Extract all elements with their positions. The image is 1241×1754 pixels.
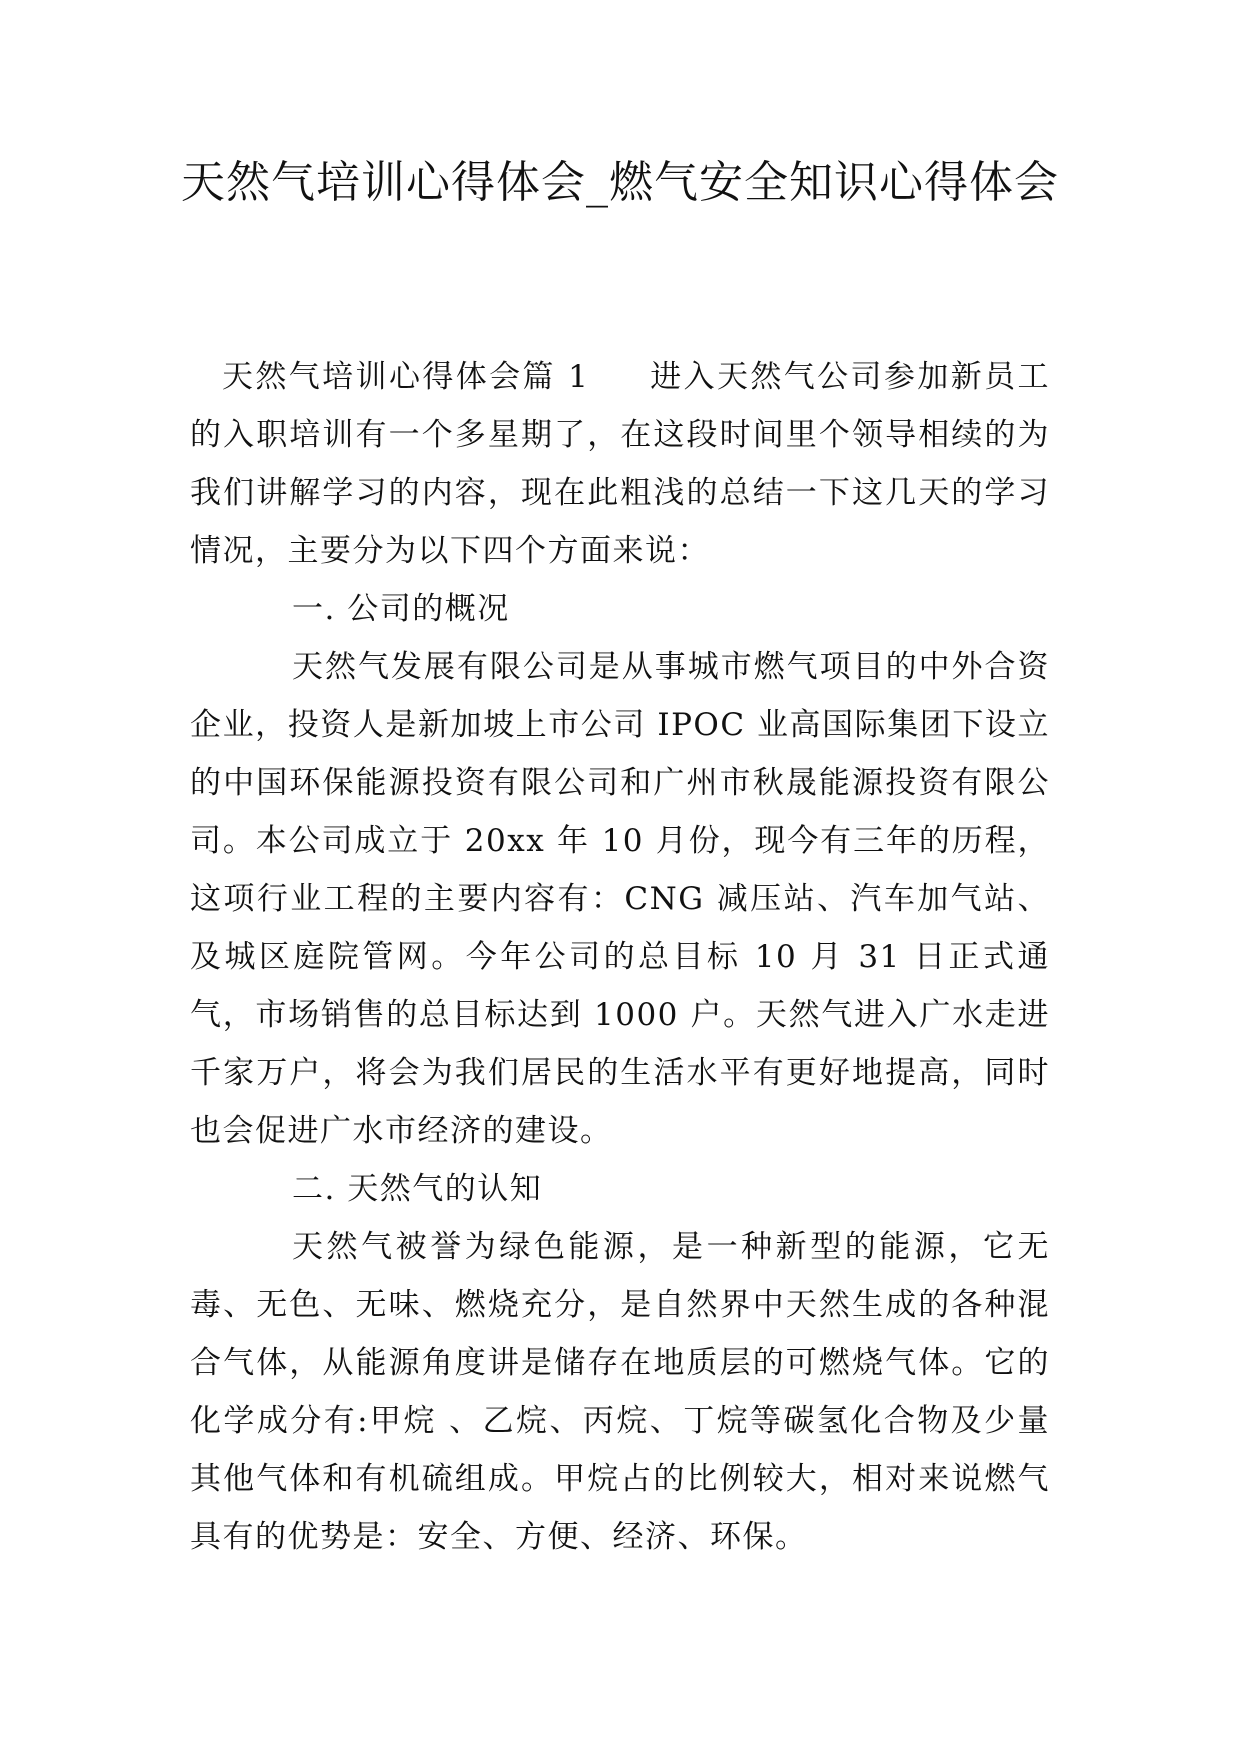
section1-paragraph: 天然气发展有限公司是从事城市燃气项目的中外合资企业，投资人是新加坡上市公司 IPOC 业高国际集团下设立的中国环保能源投资有限公司和广州市秋晟能源投资有限公司。本公司成立于 20xx 年 10 月份，现今有三年的历程，这项行业工程的主要内容有：CNG 减压站、汽车加气站、及城区庭院管网。今年公司的总目标 10 月 31 日正式通气，市场销售的总目标达到 1000 户。天然气进入广水走进千家万户，将会为我们居民的生活水平有更好地提高，同时也会促进广水市经济的建设。	[190, 649, 1050, 1149]
section2-paragraph: 天然气被誉为绿色能源，是一种新型的能源，它无毒、无色、无味、燃烧充分，是自然界中天然生成的各种混合气体，从能源角度讲是储存在地质层的可燃烧气体。它的化学成分有:甲烷 、乙烷、丙烷、丁烷等碳氢化合物及少量其他气体和有机硫组成。甲烷占的比例较大，相对来说燃气具有的优势是：安全、方便、经济、环保。	[190, 1229, 1050, 1555]
intro-text: 进入天然气公司参加新员工的入职培训有一个多星期了，在这段时间里个领导相续的为我们讲解学习的内容，现在此粗浅的总结一下这几天的学习情况，主要分为以下四个方面来说：	[190, 359, 1050, 569]
section1-heading: 一. 公司的概况	[292, 591, 510, 627]
intro-heading: 天然气培训心得体会篇 1	[222, 359, 590, 395]
document-title: 天然气培训心得体会_燃气安全知识心得体会	[181, 157, 1059, 208]
document-body	[190, 348, 1050, 1566]
section2-heading: 二. 天然气的认知	[292, 1171, 543, 1207]
intro-paragraph	[190, 348, 1050, 580]
